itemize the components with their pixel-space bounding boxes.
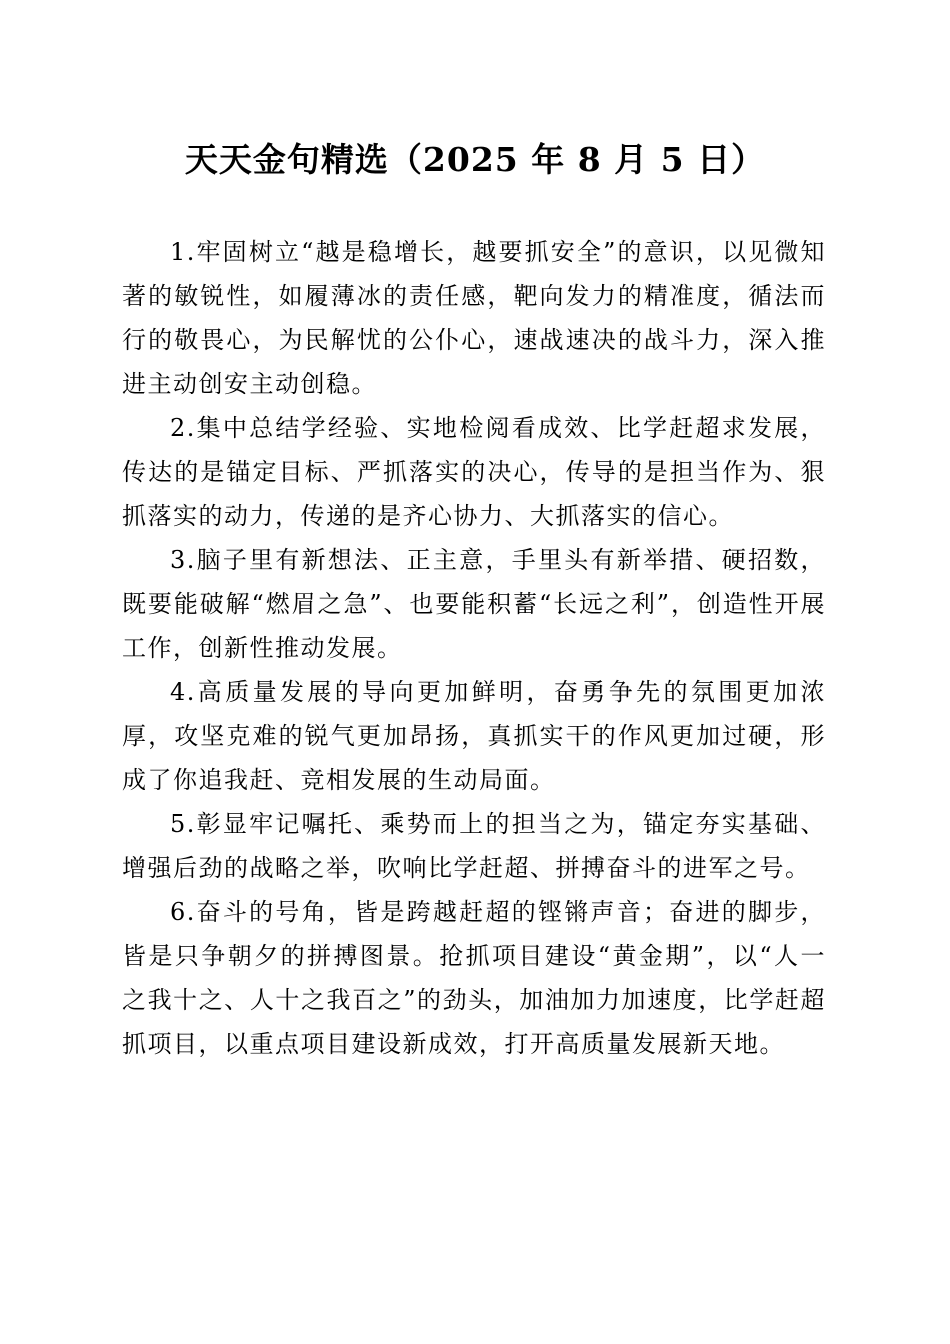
document-title: 天天金句精选（2025 年 8 月 5 日）: [184, 140, 766, 179]
paragraph-2: 2.集中总结学经验、实地检阅看成效、比学赶超求发展，传达的是锚定目标、严抓落实的决心，传导的是担当作为、狠抓落实的动力，传递的是齐心协力、大抓落实的信心。: [122, 414, 826, 530]
paragraph-4: 4.高质量发展的导向更加鲜明，奋勇争先的氛围更加浓厚，攻坚克难的锐气更加昂扬，真抓实干的作风更加过硬，形成了你追我赶、竞相发展的生动局面。: [122, 678, 826, 794]
paragraph-3: 3.脑子里有新想法、正主意，手里头有新举措、硬招数，既要能破解“燃眉之急”、也要能积蓄“长远之利”，创造性开展工作，创新性推动发展。: [122, 546, 826, 662]
paragraph-6: 6.奋斗的号角，皆是跨越赶超的铿锵声音；奋进的脚步，皆是只争朝夕的拼搏图景。抢抓项目建设“黄金期”，以“人一之我十之、人十之我百之”的劲头，加油加力加速度，比学赶超抓项目，以重点项目建设新成效，打开高质量发展新天地。: [122, 898, 826, 1058]
paragraph-1: 1.牢固树立“越是稳增长，越要抓安全”的意识，以见微知著的敏锐性，如履薄冰的责任感，靶向发力的精准度，循法而行的敬畏心，为民解忧的公仆心，速战速决的战斗力，深入推进主动创安主动创稳。: [122, 238, 826, 398]
paragraph-5: 5.彰显牢记嘱托、乘势而上的担当之为，锚定夯实基础、增强后劲的战略之举，吹响比学赶超、拼搏奋斗的进军之号。: [122, 810, 826, 882]
document-body: [122, 230, 826, 1066]
